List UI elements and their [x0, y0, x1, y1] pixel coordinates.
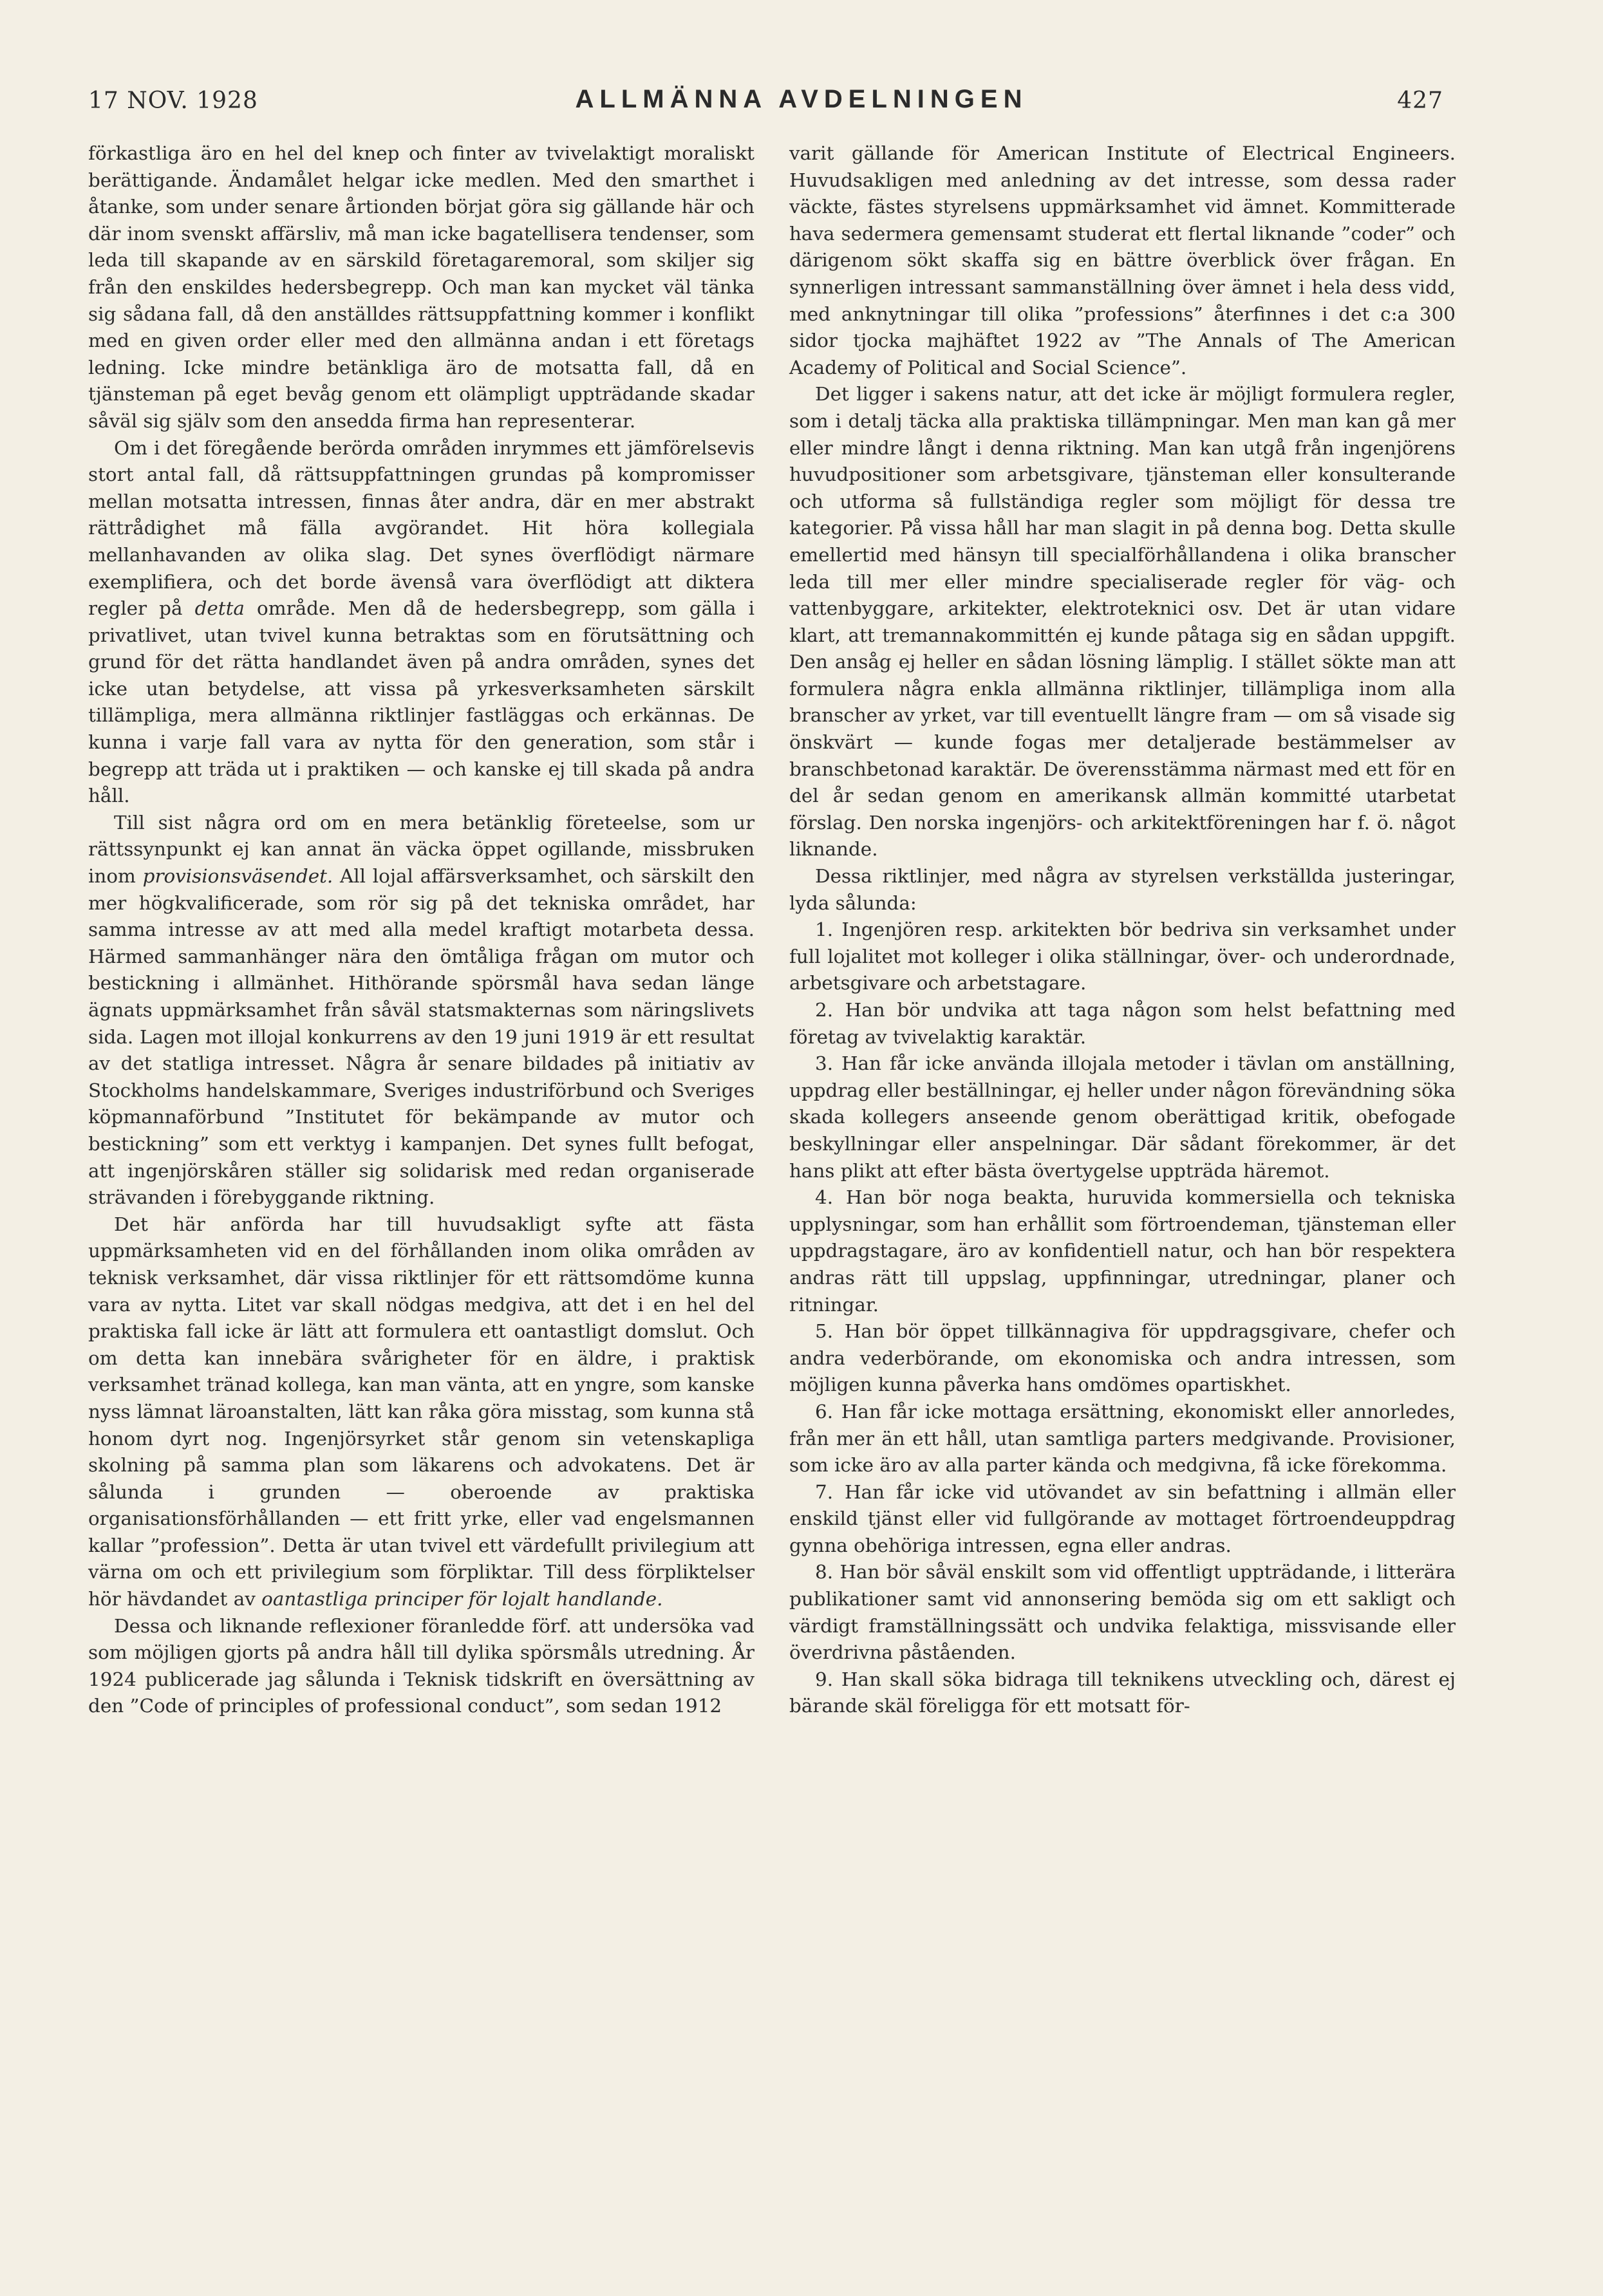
rule-5: 5. Han bör öppet tillkännagiva för uppdragsgivare, chefer och andra vederbörande, om ekonomiska och andra intressen, som möjligen kunna påverka hans omdömes opartiskhet. [789, 1320, 1456, 1396]
left-paragraph-3-text-a: Till sist några ord om en mera betänklig företeelse, som ur rättssynpunkt ej kan annat än väcka öppet ogillande, missbruken inom [88, 811, 755, 888]
left-paragraph-2-emphasis: detta [194, 597, 245, 620]
header-section-title: ALLMÄNNA AVDELNINGEN [575, 85, 1028, 113]
left-paragraph-2 [88, 435, 755, 810]
left-paragraph-2-text-b: område. Men då de hedersbegrepp, som gälla i privatlivet, utan tvivel kunna betraktas som en förutsättning och grund för det rätta handlandet även på andra områden, synes det icke utan betydelse, att vissa på yrkesverksamheten särskilt tillämpliga, mera allmänna riktlinjer fastläggas och erkännas. De kunna i varje fall vara av nytta för den generation, som står i begrepp att träda ut i praktiken — och kanske ej till skada på andra håll. [88, 597, 755, 807]
rule-1: 1. Ingenjören resp. arkitekten bör bedriva sin verksamhet under full lojalitet mot kolleger i olika ställningar, över- och underordnade, arbetsgivare och arbetstagare. [789, 919, 1456, 994]
rule-7: 7. Han får icke vid utövandet av sin befattning i allmän eller enskild tjänst eller vid fullgörande av mottaget förtroendeuppdrag gynna obehöriga intressen, egna eller andras. [789, 1480, 1456, 1556]
left-column [88, 140, 755, 1720]
left-paragraph-3-text-b: All lojal affärsverksamhet, och särskilt den mer högkvalificerade, som rör sig på det tekniska området, har samma intresse av att med alla medel kraftigt motarbeta dessa. Härmed sammanhänger nära den ömtåliga frågan om mutor och bestickning i allmänhet. Hithörande spörsmål hava sedan länge ägnats uppmärksamhet från såväl statsmakternas som näringslivets sida. Lagen mot illojal konkurrens av den 19 juni 1919 är ett resultat av det statliga intresset. Några år senare bildades på initiativ av Stockholms handelskammare, Sveriges industriförbund och Sveriges köpmannaförbund ”Institutet för bekämpande av mutor och bestickning” som ett verktyg i kampanjen. Det synes fullt befogat, att ingenjörskåren ställer sig solidarisk med redan organiserade strävanden i förebyggande riktning. [88, 865, 755, 1209]
right-column [789, 140, 1456, 1720]
header-page-number: 427 [1397, 88, 1443, 114]
left-paragraph-2-text-a: Om i det föregående berörda områden inrymmes ett jämförelsevis stort antal fall, då rättsuppfattningen grundas på kompromisser mellan motsatta intressen, finnas åter andra, där en mer abstrakt rättrådighet må fälla avgörandet. Hit höra kollegiala mellanhavanden av olika slag. Det synes överflödigt närmare exemplifiera, och det borde ävenså vara överflödigt att diktera regler på [88, 436, 755, 620]
rule-6: 6. Han får icke mottaga ersättning, ekonomiskt eller annorledes, från mer än ett håll, utan samtliga parters medgivande. Provisioner, som icke äro av alla parter kända och medgivna, få icke förekomma. [789, 1400, 1456, 1477]
rule-4: 4. Han bör noga beakta, huruvida kommersiella och tekniska upplysningar, som han erhållit som förtroendeman, tjänsteman eller uppdragstagare, äro av konfidentiell natur, och han bör respektera andras rätt till uppslag, uppfinningar, utredningar, planer och ritningar. [789, 1186, 1456, 1316]
left-paragraph-5: Dessa och liknande reflexioner föranledde förf. att undersöka vad som möjligen gjorts på andra håll till dylika spörsmåls utredning. År 1924 publicerade jag sålunda i Teknisk tidskrift en översättning av den ”Code of principles of professional conduct”, som sedan 1912 [88, 1614, 755, 1717]
header-date: 17 NOV. 1928 [88, 88, 258, 114]
left-paragraph-4 [88, 1211, 755, 1613]
left-paragraph-1: förkastliga äro en hel del knep och finter av tvivelaktigt moraliskt berättigande. Ändamålet helgar icke medlen. Med den smarthet i åtanke, som under senare årtionden börjat göra sig gällande här och där inom svenskt affärsliv, må man icke bagatellisera tendenser, som leda till skapande av en särskild företagaremoral, som skiljer sig från den enskildes hedersbegrepp. Och man kan mycket väl tänka sig sådana fall, då den anställdes rättsuppfattning kommer i konflikt med en given order eller med den allmänna andan i ett företags ledning. Icke mindre betänkliga äro de motsatta fall, då en tjänsteman på eget bevåg genom ett olämpligt uppträdande skadar såväl sig själv som den ansedda firma han representerar. [88, 142, 755, 432]
rule-8: 8. Han bör såväl enskilt som vid offentligt uppträdande, i litterära publikationer samt vid annonsering bemöda sig om ett sakligt och värdigt framställningssätt och undvika felaktiga, missvisande eller överdrivna påståenden. [789, 1561, 1456, 1664]
rule-9: 9. Han skall söka bidraga till teknikens utveckling och, därest ej bärande skäl föreligga för ett motsatt för- [789, 1668, 1456, 1717]
right-paragraph-3: Dessa riktlinjer, med några av styrelsen verkställda justeringar, lyda sålunda: [789, 865, 1456, 914]
left-paragraph-4-emphasis: oantastliga principer för lojalt handlande. [261, 1588, 663, 1610]
rule-2: 2. Han bör undvika att taga någon som helst befattning med företag av tvivelaktig karaktär. [789, 999, 1456, 1048]
rule-3: 3. Han får icke använda illojala metoder i tävlan om anställning, uppdrag eller beställningar, ej heller under någon förevändning söka skada kollegers anseende genom oberättigad kritik, obefogade beskyllningar eller anspelningar. Där sådant förekommer, är det hans plikt att efter bästa övertygelse uppträda häremot. [789, 1052, 1456, 1182]
right-paragraph-1: varit gällande för American Institute of Electrical Engineers. Huvudsakligen med anledning av det intresse, som dessa rader väckte, fästes styrelsens uppmärksamhet vid ämnet. Kommitterade hava sedermera gemensamt studerat ett flertal liknande ”coder” och därigenom sökt skaffa sig en bättre överblick över frågan. En synnerligen intressant sammanställning över ämnet i hela dess vidd, med anknytningar till olika ”professions” återfinnes i det c:a 300 sidor tjocka majhäftet 1922 av ”The Annals of The American Academy of Political and Social Science”. [789, 142, 1456, 378]
right-paragraph-2: Det ligger i sakens natur, att det icke är möjligt formulera regler, som i detalj täcka alla praktiska tillämpningar. Men man kan gå mer eller mindre långt i denna riktning. Man kan utgå från ingenjörens huvudpositioner som arbetsgivare, tjänsteman eller konsulterande och utforma så fullständiga regler som möjligt för dessa tre kategorier. På vissa håll har man slagit in på denna bog. Detta skulle emellertid med hänsyn till specialförhållandena i olika branscher leda till mer eller mindre specialiserade regler för väg- och vattenbyggare, arkitekter, elektroteknici osv. Det är utan vidare klart, att tremannakommittén ej kunde påtaga sig en sådan uppgift. Den ansåg ej heller en sådan lösning lämplig. I stället sökte man att formulera några enkla allmänna riktlinjer, tillämpliga inom alla branscher av yrket, var till eventuellt längre fram — om så visade sig önskvärt — kunde fogas mer detaljerade bestämmelser av branschbetonad karaktär. De överensstämma närmast med ett för en del år sedan genom en amerikansk allmän kommitté utarbetat förslag. Den norska ingenjörs- och arkitektföreningen har f. ö. något liknande. [789, 383, 1456, 861]
left-paragraph-3-emphasis: provisionsväsendet. [142, 865, 333, 888]
left-paragraph-4-text-a: Det här anförda har till huvudsakligt syfte att fästa uppmärksamheten vid en del förhållanden inom olika områden av teknisk verksamhet, där vissa riktlinjer för ett rättsomdöme kunna vara av nytta. Litet var skall nödgas medgiva, att det i en hel del praktiska fall icke är lätt att formulera ett oantastligt domslut. Och om detta kan innebära svårigheter för en äldre, i praktisk verksamhet tränad kollega, kan man vänta, att en yngre, som kanske nyss lämnat läroanstalten, lätt kan råka göra misstag, som kunna stå honom dyrt nog. Ingenjörsyrket står genom sin vetenskapliga skolning på samma plan som läkarens och advokatens. Det är sålunda i grunden — oberoende av praktiska organisationsförhållanden — ett fritt yrke, eller vad engelsmannen kallar ”profession”. Detta är utan tvivel ett värdefullt privilegium att värna om och ett privilegium som förpliktar. Till dess förpliktelser hör hävdandet av [88, 1213, 755, 1610]
left-paragraph-3 [88, 810, 755, 1211]
